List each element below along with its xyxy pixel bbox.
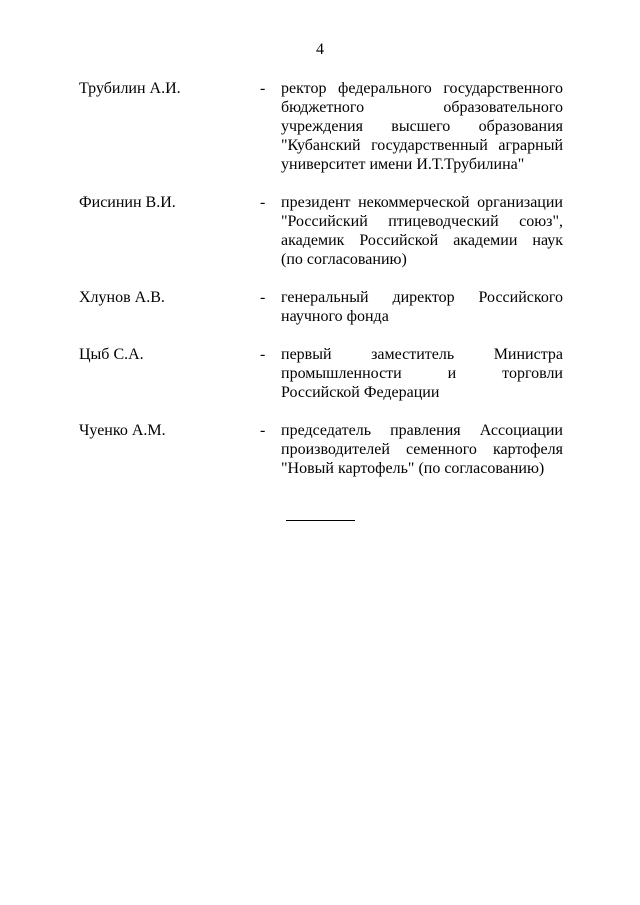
member-position: [281, 193, 563, 269]
member-position: [281, 288, 563, 326]
member-position: [281, 345, 563, 402]
member-position: [281, 421, 563, 478]
member-entry: [79, 288, 563, 326]
position-line: генеральный директор Российского: [281, 289, 563, 306]
position-line: председатель правления Ассоциации: [281, 422, 563, 439]
member-name: Чуенко А.М.: [79, 422, 166, 439]
position-line: бюджетного образовательного: [281, 99, 563, 116]
position-line: "Российский птицеводческий союз",: [281, 213, 563, 230]
position-line: академик Российской академии наук: [281, 232, 563, 249]
position-line: первый заместитель Министра: [281, 346, 563, 363]
member-entry: [79, 79, 563, 174]
position-line: научного фонда: [281, 308, 389, 325]
member-name: Трубилин А.И.: [79, 80, 181, 97]
position-line: производителей семенного картофеля: [281, 441, 563, 458]
dash-separator: -: [260, 346, 266, 363]
position-line: промышленности и торговли: [281, 365, 563, 382]
member-position: [281, 79, 563, 174]
position-line: учреждения высшего образования: [281, 118, 563, 135]
dash-separator: -: [260, 80, 266, 97]
member-name: Цыб С.А.: [79, 346, 144, 363]
dash-separator: -: [260, 289, 266, 306]
position-line: "Кубанский государственный аграрный: [281, 137, 563, 154]
position-line: (по согласованию): [281, 251, 407, 268]
member-entry: [79, 193, 563, 269]
member-entry: [79, 421, 563, 478]
member-list: [79, 79, 563, 478]
page-number: 4: [316, 41, 324, 58]
dash-separator: -: [260, 194, 266, 211]
position-line: Российской Федерации: [281, 384, 440, 401]
member-entry: [79, 345, 563, 402]
position-line: ректор федерального государственного: [281, 80, 563, 97]
position-line: президент некоммерческой организации: [281, 194, 563, 211]
end-of-list-rule: [286, 520, 355, 521]
position-line: "Новый картофель" (по согласованию): [281, 460, 545, 477]
member-name: Хлунов А.В.: [79, 289, 165, 306]
member-name: Фисинин В.И.: [79, 194, 176, 211]
dash-separator: -: [260, 422, 266, 439]
position-line: университет имени И.Т.Трубилина": [281, 156, 525, 173]
